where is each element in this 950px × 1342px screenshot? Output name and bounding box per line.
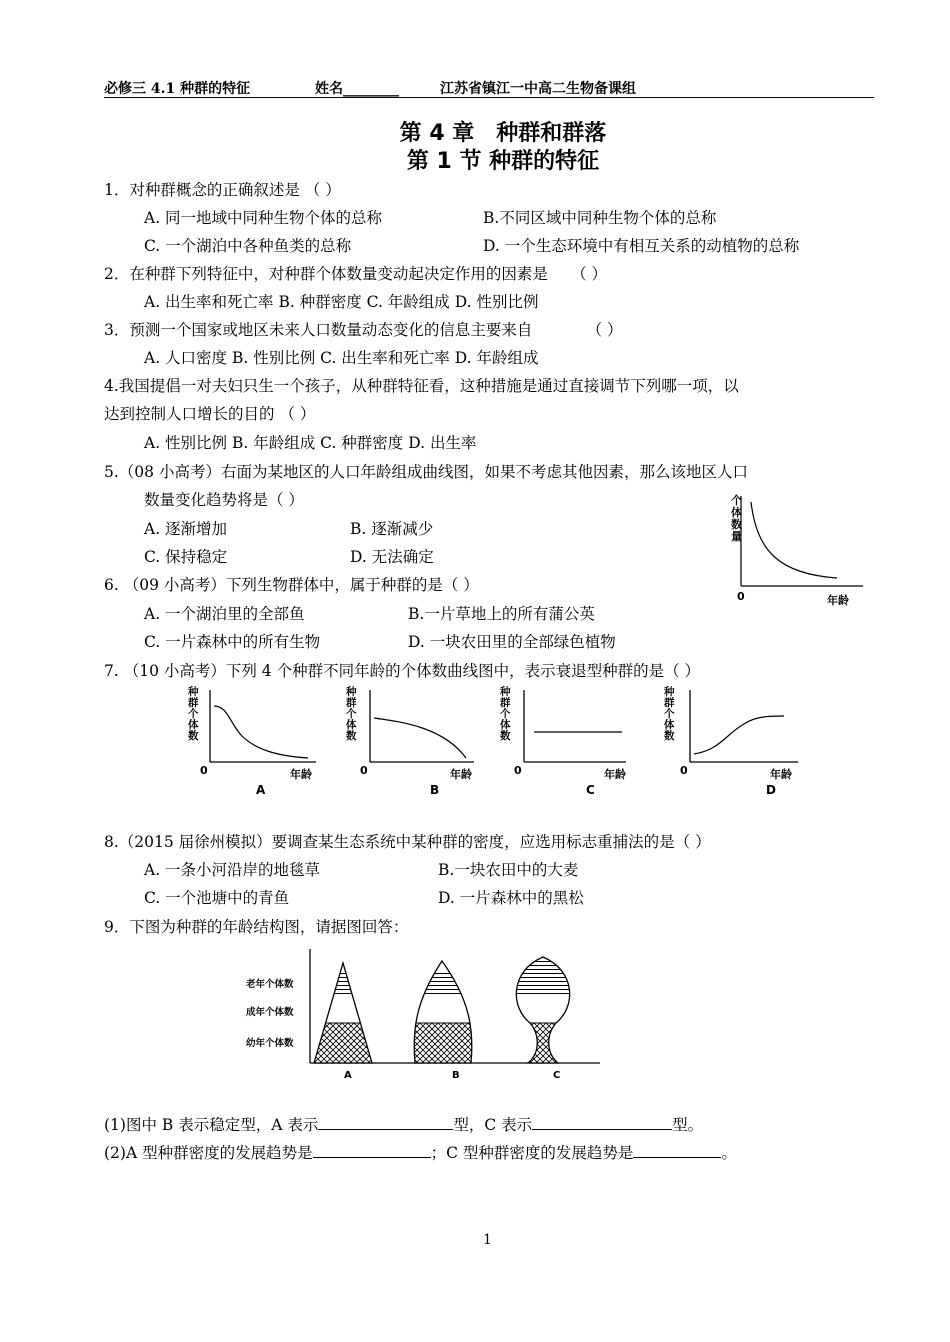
q1-stem: 1．对种群概念的正确叙述是 （ ） [104, 181, 341, 199]
q9-label-old: 老年个体数 [246, 979, 294, 990]
svg-text:个: 个 [346, 708, 357, 720]
svg-text:0: 0 [680, 764, 688, 777]
svg-text:个: 个 [188, 708, 199, 720]
q7-graph-b [345, 685, 474, 797]
svg-text:年龄: 年龄 [604, 768, 626, 781]
svg-text:群: 群 [500, 697, 511, 709]
svg-text:0: 0 [200, 764, 208, 777]
svg-text:群: 群 [188, 697, 199, 709]
q7-label-d: D [766, 783, 776, 797]
svg-text:体: 体 [500, 719, 511, 731]
q6-option-d: D. 一块农田里的全部绿色植物 [408, 633, 616, 651]
q9-sub2-part2: ；C 型种群密度的发展趋势是 [430, 1144, 634, 1162]
q5-ylabel-2: 体 [731, 506, 742, 519]
svg-text:年龄: 年龄 [290, 768, 312, 781]
q9-label-a: A [344, 1070, 352, 1081]
q9-age-structure-figure [240, 945, 610, 1085]
svg-text:种: 种 [346, 686, 357, 698]
svg-text:年龄: 年龄 [770, 768, 792, 781]
q1-option-c: C. 一个湖泊中各种鱼类的总称 [144, 237, 352, 255]
q9-sub1-part1: (1)图中 B 表示稳定型，A 表示 [104, 1116, 319, 1134]
svg-text:种: 种 [664, 686, 675, 698]
q4-stem-line1: 4.我国提倡一对夫妇只生一个孩子，从种群特征看，这种措施是通过直接调节下列哪一项，以 [104, 377, 739, 395]
q5-option-b: B. 逐渐减少 [350, 520, 434, 538]
svg-text:体: 体 [346, 719, 357, 731]
q7-graph-c [499, 685, 626, 797]
q3-options: A. 人口密度 B. 性别比例 C. 出生率和死亡率 D. 年龄组成 [144, 349, 539, 367]
q9-sub1 [104, 1113, 703, 1135]
header-course: 必修三 4.1 种群的特征 [104, 81, 251, 97]
q9-sub2-part3: 。 [721, 1144, 737, 1162]
svg-text:群: 群 [664, 697, 675, 709]
q9-sub1-part2: 型，C 表示 [453, 1116, 533, 1134]
svg-text:0: 0 [514, 764, 522, 777]
q9-sub2-blank-a[interactable] [313, 1142, 431, 1159]
q9-label-b: B [452, 1070, 460, 1081]
q7-graphs [180, 684, 820, 802]
q5-xlabel: 年龄 [827, 594, 849, 607]
svg-text:体: 体 [664, 719, 675, 731]
q1-option-d: D. 一个生态环境中有相互关系的动植物的总称 [483, 237, 800, 255]
q9-sub1-blank-a[interactable] [318, 1114, 453, 1131]
q9-sub2 [104, 1141, 737, 1163]
section-title: 第 1 节 种群的特征 [406, 149, 600, 174]
q7-curve-d [694, 716, 784, 754]
q6-stem: 6. （09 小高考）下列生物群体中，属于种群的是（ ） [104, 576, 479, 594]
q5-population-graph [725, 492, 865, 610]
svg-text:数: 数 [664, 730, 675, 742]
q9-sub1-blank-c[interactable] [532, 1114, 672, 1131]
header-divider [104, 97, 874, 98]
q7-graph-a [187, 685, 316, 797]
q9-sub1-part3: 型。 [672, 1116, 704, 1134]
q9-label-c: C [553, 1070, 561, 1081]
q8-option-c: C. 一个池塘中的青鱼 [144, 889, 290, 907]
q7-graph-d [663, 685, 798, 797]
q9-sub2-blank-c[interactable] [633, 1142, 721, 1159]
svg-text:种: 种 [188, 686, 199, 698]
q4-options: A. 性别比例 B. 年龄组成 C. 种群密度 D. 出生率 [144, 434, 477, 452]
q8-option-b: B.一块农田中的大麦 [438, 861, 579, 879]
q8-option-d: D. 一片森林中的黑松 [438, 889, 584, 907]
q6-option-c: C. 一片森林中的所有生物 [144, 633, 321, 651]
svg-text:群: 群 [346, 697, 357, 709]
q6-option-a: A. 一个湖泊里的全部鱼 [144, 605, 305, 623]
svg-text:年龄: 年龄 [450, 768, 472, 781]
q5-ylabel-4: 量 [731, 530, 742, 543]
svg-text:数: 数 [188, 730, 199, 742]
q9-label-young: 幼年个体数 [246, 1038, 294, 1049]
q7-label-c: C [586, 783, 595, 797]
q7-curve-a [214, 706, 308, 758]
q9-stem: 9．下图为种群的年龄结构图，请据图回答： [104, 918, 409, 936]
page-number: 1 [483, 1232, 492, 1248]
q5-curve [751, 502, 837, 578]
q3-stem: 3．预测一个国家或地区未来人口数量动态变化的信息主要来自 （ ） [104, 321, 623, 339]
header-school: 江苏省镇江一中高二生物备课组 [440, 81, 636, 97]
q7-label-b: B [430, 783, 440, 797]
q7-stem: 7. （10 小高考）下列 4 个种群不同年龄的个体数曲线图中，表示衰退型种群的是（ ） [104, 662, 701, 680]
q5-option-c: C. 保持稳定 [144, 548, 228, 566]
q9-shape-a [310, 945, 380, 1063]
svg-text:个: 个 [664, 708, 675, 720]
q1-option-a: A. 同一地域中同种生物个体的总称 [144, 209, 383, 227]
q2-options: A. 出生率和死亡率 B. 种群密度 C. 年龄组成 D. 性别比例 [144, 293, 539, 311]
q2-stem: 2．在种群下列特征中，对种群个体数量变动起决定作用的因素是 （ ） [104, 265, 608, 283]
svg-text:个: 个 [500, 708, 511, 720]
q9-label-adult: 成年个体数 [246, 1007, 294, 1018]
q5-option-d: D. 无法确定 [350, 548, 434, 566]
svg-text:体: 体 [188, 719, 199, 731]
q4-stem-line2: 达到控制人口增长的目的 （ ） [104, 405, 316, 423]
svg-text:种: 种 [500, 686, 511, 698]
svg-text:数: 数 [346, 730, 357, 742]
q5-ylabel-3: 数 [731, 518, 742, 531]
q8-stem: 8.（2015 届徐州模拟）要调查某生态系统中某种群的密度，应选用标志重捕法的是（ ） [104, 833, 711, 851]
q6-option-b: B.一片草地上的所有蒲公英 [408, 605, 595, 623]
q5-stem-line2: 数量变化趋势将是（ ） [144, 491, 304, 509]
q7-label-a: A [256, 783, 266, 797]
chapter-title: 第 4 章 种群和群落 [399, 121, 607, 146]
q1-option-b: B.不同区域中同种生物个体的总称 [483, 209, 717, 227]
q5-ylabel-1: 个 [731, 494, 742, 507]
q5-option-a: A. 逐渐增加 [144, 520, 228, 538]
q5-stem-line1: 5.（08 小高考）右面为某地区的人口年龄组成曲线图，如果不考虑其他因素，那么该地区人口 [104, 463, 748, 481]
svg-text:0: 0 [360, 764, 368, 777]
q8-option-a: A. 一条小河沿岸的地毯草 [144, 861, 321, 879]
svg-text:数: 数 [500, 730, 511, 742]
header-name-label: 姓名________ [315, 81, 399, 97]
q5-origin: 0 [737, 590, 745, 603]
q9-shape-c [500, 945, 590, 1063]
q9-sub2-part1: (2)A 型种群密度的发展趋势是 [104, 1144, 313, 1162]
q7-curve-b [374, 718, 466, 758]
